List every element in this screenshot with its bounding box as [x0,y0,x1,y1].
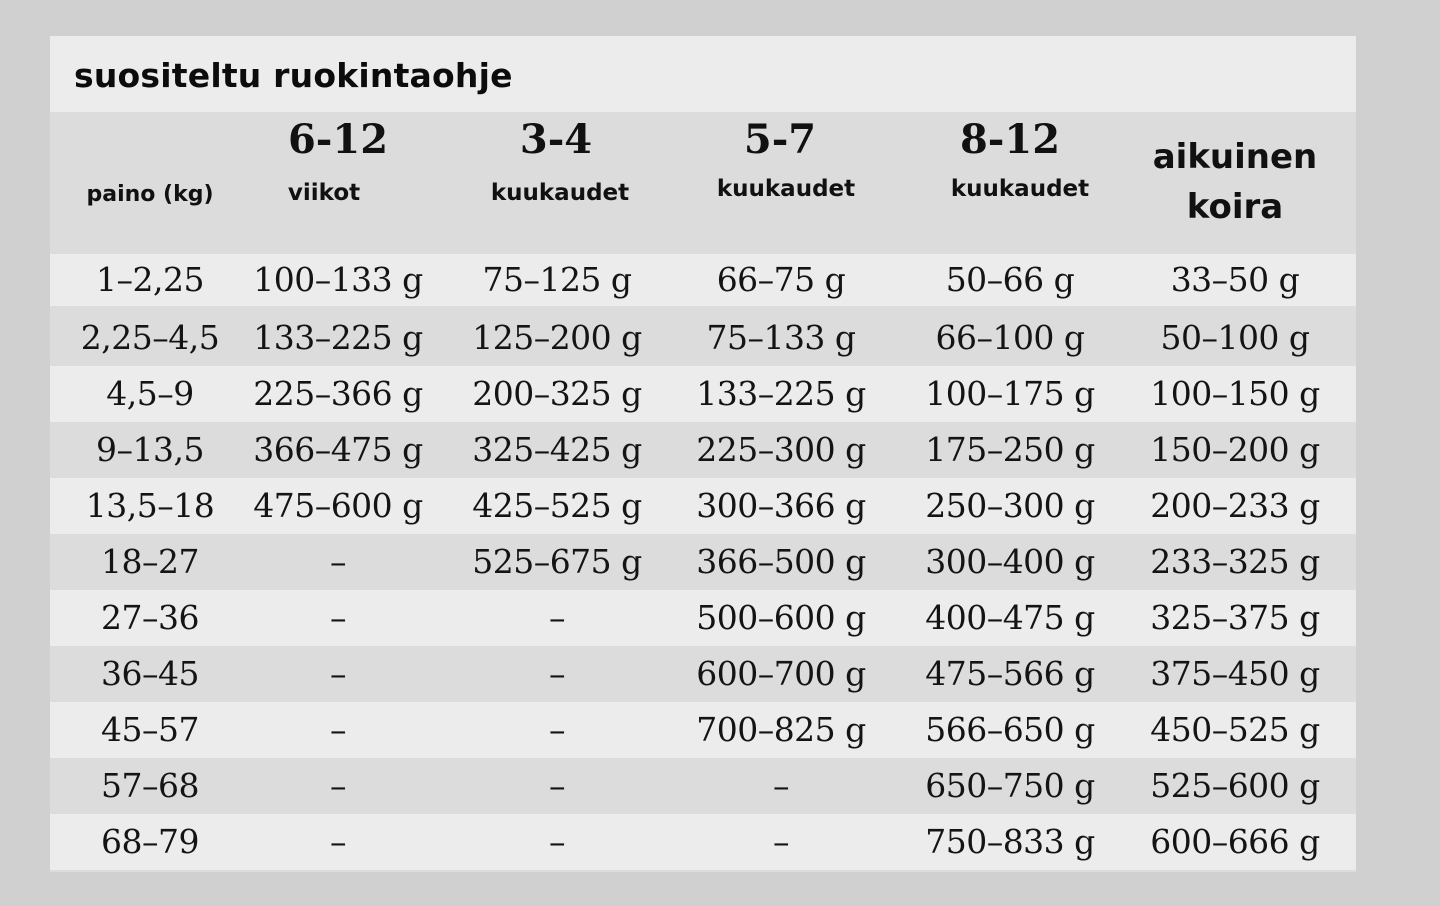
amount-cell: 425–525 g [472,486,642,525]
amount-cell: 133–225 g [696,374,866,413]
header-col-2-unit: kuukaudet [490,180,630,206]
amount-cell: – [549,654,565,693]
amount-cell: – [330,542,346,581]
amount-cell: 700–825 g [696,710,866,749]
amount-cell: 325–425 g [472,430,642,469]
amount-cell: 475–600 g [253,486,423,525]
amount-cell: – [330,822,346,861]
table-row [50,254,1356,306]
header-col-1-unit: viikot [287,180,361,206]
weight-cell: 9–13,5 [96,430,204,469]
amount-cell: 75–125 g [482,260,632,299]
weight-cell: 4,5–9 [106,374,194,413]
amount-cell: 133–225 g [253,318,423,357]
amount-cell: 600–700 g [696,654,866,693]
amount-cell: 300–366 g [696,486,866,525]
header-col-4 [908,112,1112,252]
amount-cell: 450–525 g [1150,710,1320,749]
weight-cell: 45–57 [101,710,199,749]
table-header [50,112,1356,252]
amount-cell: – [773,822,789,861]
amount-cell: – [549,822,565,861]
amount-cell: 100–175 g [925,374,1095,413]
weight-cell: 13,5–18 [85,486,215,525]
amount-cell: 475–566 g [925,654,1095,693]
table-row [50,366,1356,422]
amount-cell: 125–200 g [472,318,642,357]
weight-cell: 27–36 [101,598,199,637]
amount-cell: 300–400 g [925,542,1095,581]
amount-cell: 50–100 g [1160,318,1310,357]
header-adult-line1: aikuinen [1152,137,1318,177]
table-row [50,310,1356,366]
amount-cell: 233–325 g [1150,542,1320,581]
amount-cell: 375–450 g [1150,654,1320,693]
table-row [50,758,1356,814]
amount-cell: – [549,598,565,637]
amount-cell: 66–100 g [935,318,1085,357]
amount-cell: – [330,598,346,637]
amount-cell: – [330,710,346,749]
amount-cell: 150–200 g [1150,430,1320,469]
amount-cell: 325–375 g [1150,598,1320,637]
amount-cell: 175–250 g [925,430,1095,469]
feeding-table [50,36,1356,872]
table-title: suositeltu ruokintaohje [74,56,513,95]
amount-cell: 500–600 g [696,598,866,637]
amount-cell: 600–666 g [1150,822,1320,861]
header-adult-label [1132,132,1338,232]
amount-cell: – [549,710,565,749]
amount-cell: 366–475 g [253,430,423,469]
table-row [50,702,1356,758]
table-row [50,814,1356,870]
amount-cell: 100–133 g [253,260,423,299]
header-col-4-unit: kuukaudet [950,176,1090,202]
amount-cell: 200–325 g [472,374,642,413]
amount-cell: 366–500 g [696,542,866,581]
weight-cell: 68–79 [101,822,199,861]
header-col-4-range: 8-12 [959,116,1061,163]
weight-cell: 18–27 [101,542,199,581]
table-row [50,534,1356,590]
title-bar [50,36,1356,112]
amount-cell: 525–600 g [1150,766,1320,805]
header-weight-label: paino (kg) [86,182,214,207]
amount-cell: 400–475 g [925,598,1095,637]
amount-cell: 50–66 g [945,260,1075,299]
amount-cell: 225–300 g [696,430,866,469]
weight-cell: 2,25–4,5 [80,318,220,357]
header-col-2 [454,112,658,252]
header-weight [50,112,250,252]
header-col-2-range: 3-4 [519,116,593,163]
amount-cell: – [549,766,565,805]
header-adult [1132,112,1338,252]
amount-cell: 66–75 g [716,260,846,299]
amount-cell: – [773,766,789,805]
table-row [50,590,1356,646]
weight-cell: 36–45 [101,654,199,693]
amount-cell: 33–50 g [1170,260,1300,299]
header-col-1-range: 6-12 [287,116,389,163]
header-col-3-unit: kuukaudet [716,176,856,202]
amount-cell: 200–233 g [1150,486,1320,525]
header-adult-line2: koira [1186,187,1284,227]
header-col-3 [678,112,882,252]
weight-cell: 57–68 [101,766,199,805]
amount-cell: 100–150 g [1150,374,1320,413]
weight-cell: 1–2,25 [96,260,204,299]
amount-cell: – [330,654,346,693]
amount-cell: 75–133 g [706,318,856,357]
table-row [50,422,1356,478]
amount-cell: 650–750 g [925,766,1095,805]
table-row [50,646,1356,702]
table-row [50,478,1356,534]
amount-cell: – [330,766,346,805]
header-col-3-range: 5-7 [743,116,817,163]
amount-cell: 525–675 g [472,542,642,581]
amount-cell: 566–650 g [925,710,1095,749]
amount-cell: 750–833 g [925,822,1095,861]
amount-cell: 250–300 g [925,486,1095,525]
amount-cell: 225–366 g [253,374,423,413]
header-col-1 [236,112,440,252]
